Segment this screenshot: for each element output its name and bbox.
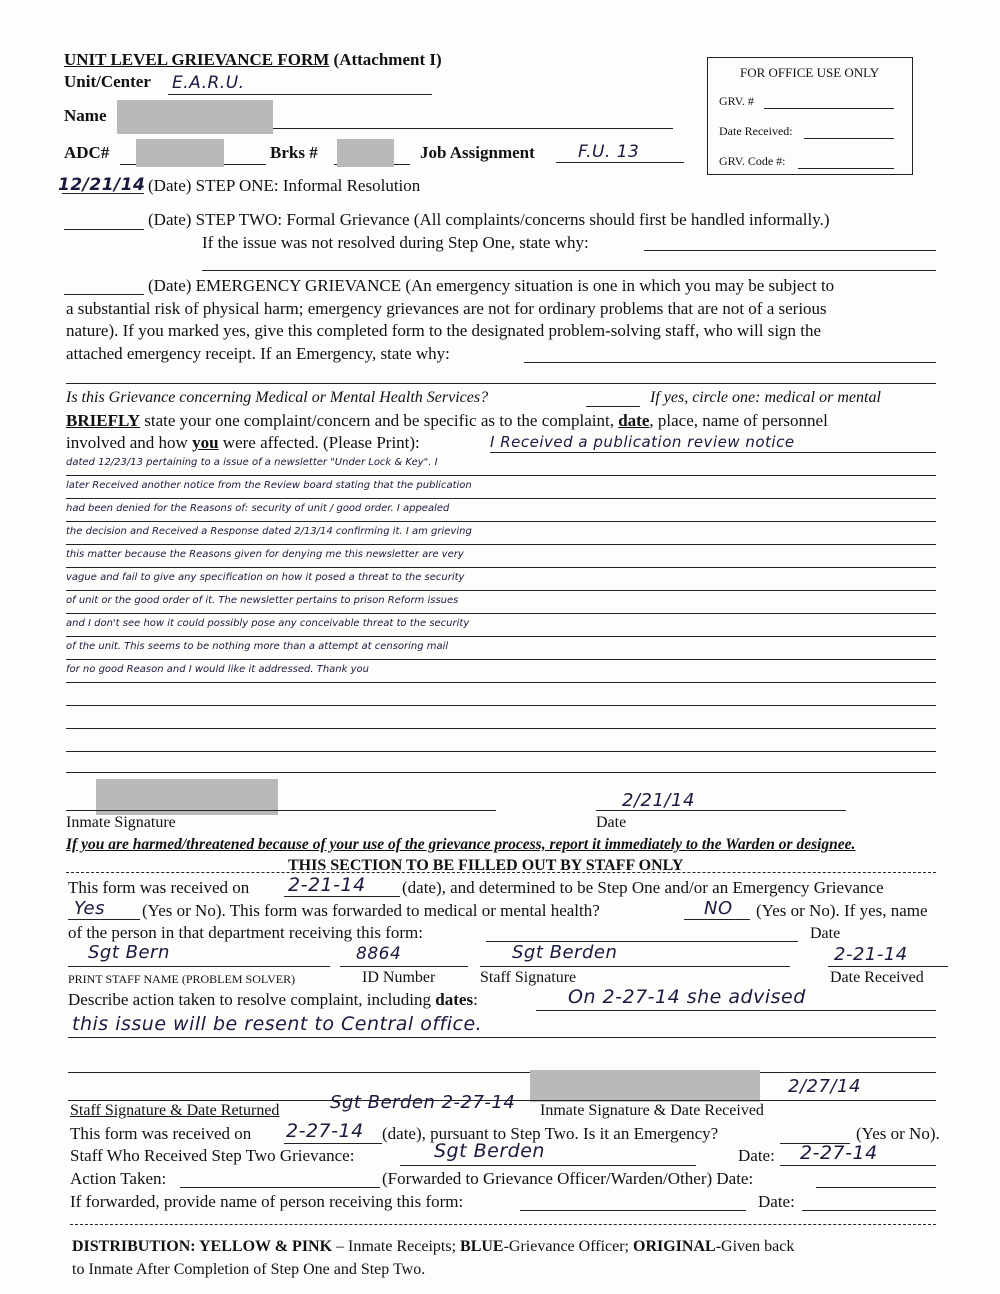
ruled-line <box>66 728 936 729</box>
complaint-line-10[interactable]: for no good Reason and I would like it addressed. Thank you <box>66 664 369 675</box>
grv-number-line <box>764 108 894 109</box>
step-one-date[interactable]: 12/21/14 <box>58 175 146 195</box>
describe-action-label: Describe action taken to resolve complaint, including dates: <box>68 990 478 1009</box>
grv-code-label: GRV. Code #: <box>719 154 786 168</box>
complaint-line-0[interactable]: I Received a publication review notice <box>490 433 795 451</box>
unit-center-label: Unit/Center <box>64 72 151 91</box>
inmate-signature-line <box>66 810 496 811</box>
who-received-line <box>400 1165 696 1166</box>
job-assignment-line <box>556 162 684 163</box>
office-use-title: FOR OFFICE USE ONLY <box>740 65 880 80</box>
emergency-line-2: a substantial risk of physical harm; emergency grievances are not for ordinary problems that are not of a serious <box>66 299 827 318</box>
ruled-line <box>66 544 936 545</box>
print-staff-value[interactable]: Sgt Bern <box>88 942 170 963</box>
action-line-2[interactable]: this issue will be resent to Central office. <box>72 1013 483 1035</box>
briefly-line1-rest: state your one complaint/concern and be specific as to the complaint, <box>140 411 619 430</box>
forwarded-label: (Forwarded to Grievance Officer/Warden/Other) Date: <box>382 1169 754 1188</box>
who-received-date-label: Date: <box>738 1146 775 1165</box>
step-two-received-date[interactable]: 2-27-14 <box>286 1120 364 1142</box>
action-line-3-rule <box>68 1072 936 1073</box>
briefly-instructions-2 <box>66 433 420 453</box>
distribution-lead: DISTRIBUTION: YELLOW & PINK <box>72 1238 333 1255</box>
ruled-line <box>66 498 936 499</box>
adc-label: ADC# <box>64 143 110 162</box>
briefly-line1-end: , place, name of personnel <box>649 411 828 430</box>
briefly-line2-b: were affected. (Please Print): <box>218 433 420 452</box>
ruled-line <box>66 475 936 476</box>
medical-circle: If yes, circle one: medical or mental <box>650 389 881 406</box>
staff-section-header: THIS SECTION TO BE FILLED OUT BY STAFF ONLY <box>288 857 684 874</box>
name-redaction <box>117 100 273 134</box>
staff-signature-line <box>480 966 790 967</box>
briefly-line2-a: involved and how <box>66 433 193 452</box>
distribution-line-1 <box>72 1238 794 1256</box>
forward-answer-line <box>684 919 750 920</box>
date-received-value[interactable]: 2-21-14 <box>834 944 908 965</box>
step-two-text: (Date) STEP TWO: Formal Grievance (All complaints/concerns should first be handled informally.) <box>148 210 830 229</box>
harm-warning: If you are harmed/threatened because of your use of the grievance process, report it immediately to the Warden or designee. <box>66 836 856 853</box>
form-attachment: (Attachment I) <box>333 50 442 69</box>
form-title: UNIT LEVEL GRIEVANCE FORM <box>64 50 330 69</box>
job-assignment-label: Job Assignment <box>420 143 535 162</box>
action-taken-label: Action Taken: <box>70 1169 167 1188</box>
step-two-pursuant-text: (date), pursuant to Step Two. Is it an Emergency? <box>382 1124 719 1143</box>
forward-answer-value[interactable]: NO <box>704 898 733 919</box>
if-forwarded-label: If forwarded, provide name of person receiving this form: <box>70 1192 464 1211</box>
step-two-received-date-line <box>284 1143 382 1144</box>
inmate-received-redaction <box>530 1070 760 1102</box>
ruled-line <box>66 705 936 706</box>
step-two-received-label: This form was received on <box>70 1124 252 1143</box>
grv-number-label: GRV. # <box>719 94 754 108</box>
signature-date-value[interactable]: 2/21/14 <box>622 790 695 811</box>
inmate-signature-received-label: Inmate Signature & Date Received <box>540 1102 764 1119</box>
date-received-office-line <box>804 138 894 139</box>
date-received-label: Date Received <box>830 969 924 986</box>
staff-id-label: ID Number <box>362 969 436 986</box>
complaint-line-8[interactable]: and I don't see how it could possibly pose any conceivable threat to the security <box>66 618 470 629</box>
who-received-date-value[interactable]: 2-27-14 <box>800 1142 878 1164</box>
if-forwarded-date-label: Date: <box>758 1192 795 1211</box>
ruled-line <box>66 613 936 614</box>
briefly-you-word: you <box>192 433 219 452</box>
ruled-line <box>66 590 936 591</box>
complaint-line-1[interactable]: dated 12/23/13 pertaining to a issue of a newsletter "Under Lock & Key". I <box>66 457 438 468</box>
staff-signature-value[interactable]: Sgt Berden <box>512 942 618 963</box>
emergency-why-line-2 <box>66 383 936 384</box>
distribution-line-2: to Inmate After Completion of Step One and Step Two. <box>72 1261 426 1278</box>
staff-signature-label: Staff Signature <box>480 969 577 986</box>
staff-signature-returned-value[interactable]: Sgt Berden 2-27-14 <box>330 1092 516 1113</box>
grv-code-line <box>798 168 894 169</box>
emergency-why-line <box>524 362 936 363</box>
who-received-label: Staff Who Received Step Two Grievance: <box>70 1146 355 1165</box>
complaint-line-7[interactable]: of unit or the good order of it. The newsletter pertains to prison Reform issues <box>66 595 459 606</box>
inmate-signature-label: Inmate Signature <box>66 814 176 831</box>
unit-center-value[interactable]: E.A.R.U. <box>172 73 245 93</box>
inmate-received-line <box>530 1100 936 1101</box>
if-forwarded-date-line <box>802 1210 936 1211</box>
action-line-1[interactable]: On 2-27-14 she advised <box>568 986 806 1008</box>
distribution-blue: BLUE <box>460 1238 504 1255</box>
if-forwarded-line <box>520 1210 746 1211</box>
step-one-text: (Date) STEP ONE: Informal Resolution <box>148 176 421 195</box>
ruled-line <box>66 521 936 522</box>
who-received-date-line <box>780 1165 936 1166</box>
ruled-line <box>66 659 936 660</box>
inmate-date-value[interactable]: 2/27/14 <box>788 1076 861 1097</box>
distribution-a: – Inmate Receipts; <box>332 1238 461 1255</box>
received-date-line <box>284 896 400 897</box>
staff-id-value[interactable]: 8864 <box>356 944 402 964</box>
briefly-date-word: date <box>618 411 650 430</box>
job-assignment-value[interactable]: F.U. 13 <box>578 142 640 162</box>
unit-center-line <box>168 94 432 95</box>
date-received-line <box>828 966 948 967</box>
brks-label: Brks # <box>270 143 318 162</box>
step-two-yes-no: (Yes or No). <box>856 1124 940 1143</box>
step-two-why-line <box>644 250 936 251</box>
ruled-line <box>490 452 936 453</box>
distribution-b: -Grievance Officer; <box>503 1238 633 1255</box>
distribution-original: ORIGINAL <box>633 1238 716 1255</box>
complaint-line-9[interactable]: of the unit. This seems to be nothing more than a attempt at censoring mail <box>66 641 449 652</box>
emergency-line-4: attached emergency receipt. If an Emergency, state why: <box>66 344 450 363</box>
adc-redaction <box>136 139 224 167</box>
step-two-date-line <box>64 229 144 230</box>
ruled-line <box>66 772 936 773</box>
ruled-line <box>66 636 936 637</box>
name-label: Name <box>64 106 107 125</box>
print-staff-label: PRINT STAFF NAME (PROBLEM SOLVER) <box>68 972 296 986</box>
medical-answer-line <box>586 406 640 407</box>
distribution-divider <box>70 1224 936 1225</box>
step-two-why-line-2 <box>202 270 936 271</box>
received-label: This form was received on <box>68 878 250 897</box>
signature-date-label: Date <box>596 814 627 831</box>
received-determined-text: (date), and determined to be Step One and/or an Emergency Grievance <box>402 878 884 897</box>
signature-date-line <box>596 810 846 811</box>
yes-no-text-b: (Yes or No). If yes, name <box>756 901 928 920</box>
office-use-box <box>707 57 913 175</box>
received-date-value[interactable]: 2-21-14 <box>288 874 366 896</box>
yes-no-text-a: (Yes or No). This form was forwarded to medical or mental health? <box>142 901 600 920</box>
person-receiving-label: of the person in that department receiving this form: <box>68 923 424 942</box>
print-staff-line <box>68 966 330 967</box>
date-received-office-label: Date Received: <box>719 124 793 138</box>
briefly-lead: BRIEFLY <box>66 411 141 430</box>
complaint-line-2[interactable]: later Received another notice from the Review board stating that the publication <box>66 480 472 491</box>
who-received-value[interactable]: Sgt Berden <box>434 1140 545 1162</box>
emergency-answer-value[interactable]: Yes <box>74 898 105 919</box>
staff-signature-returned-label: Staff Signature & Date Returned <box>70 1102 280 1119</box>
ruled-line <box>66 751 936 752</box>
step-one-date-line <box>62 193 144 194</box>
describe-dates-word: dates <box>435 990 474 1009</box>
medical-question: Is this Grievance concerning Medical or Mental Health Services? <box>66 389 489 406</box>
action-taken-line <box>180 1187 380 1188</box>
staff-id-line <box>340 966 468 967</box>
step-two-sub: If the issue was not resolved during Step One, state why: <box>202 233 589 252</box>
forwarded-date-line <box>816 1187 936 1188</box>
brks-redaction <box>337 139 394 167</box>
describe-action-text: Describe action taken to resolve complaint, including <box>68 990 432 1009</box>
distribution-c: -Given back <box>715 1238 795 1255</box>
emergency-line-3: nature). If you marked yes, give this completed form to the designated problem-solving staff, who will sign the <box>66 321 822 340</box>
action-line-1-rule <box>536 1010 936 1011</box>
emergency-answer-line <box>68 919 140 920</box>
ruled-line <box>66 682 936 683</box>
form-title-row <box>64 50 442 70</box>
staff-divider <box>66 872 936 873</box>
ruled-line <box>66 567 936 568</box>
emergency-line-1: (Date) EMERGENCY GRIEVANCE (An emergency situation is one in which you may be subject to <box>148 276 835 295</box>
briefly-instructions <box>66 411 828 431</box>
emergency-date-line <box>64 294 144 295</box>
complaint-line-6[interactable]: vague and fail to give any specification on how it posed a threat to the security <box>66 572 465 583</box>
complaint-line-4[interactable]: the decision and Received a Response dated 2/13/14 confirming it. I am grieving <box>66 526 472 537</box>
action-line-2-rule <box>68 1037 936 1038</box>
person-date-label: Date <box>810 925 841 942</box>
complaint-line-5[interactable]: this matter because the Reasons given for denying me this newsletter are very <box>66 549 464 560</box>
complaint-line-3[interactable]: had been denied for the Reasons of: security of unit / good order. I appealed <box>66 503 450 514</box>
